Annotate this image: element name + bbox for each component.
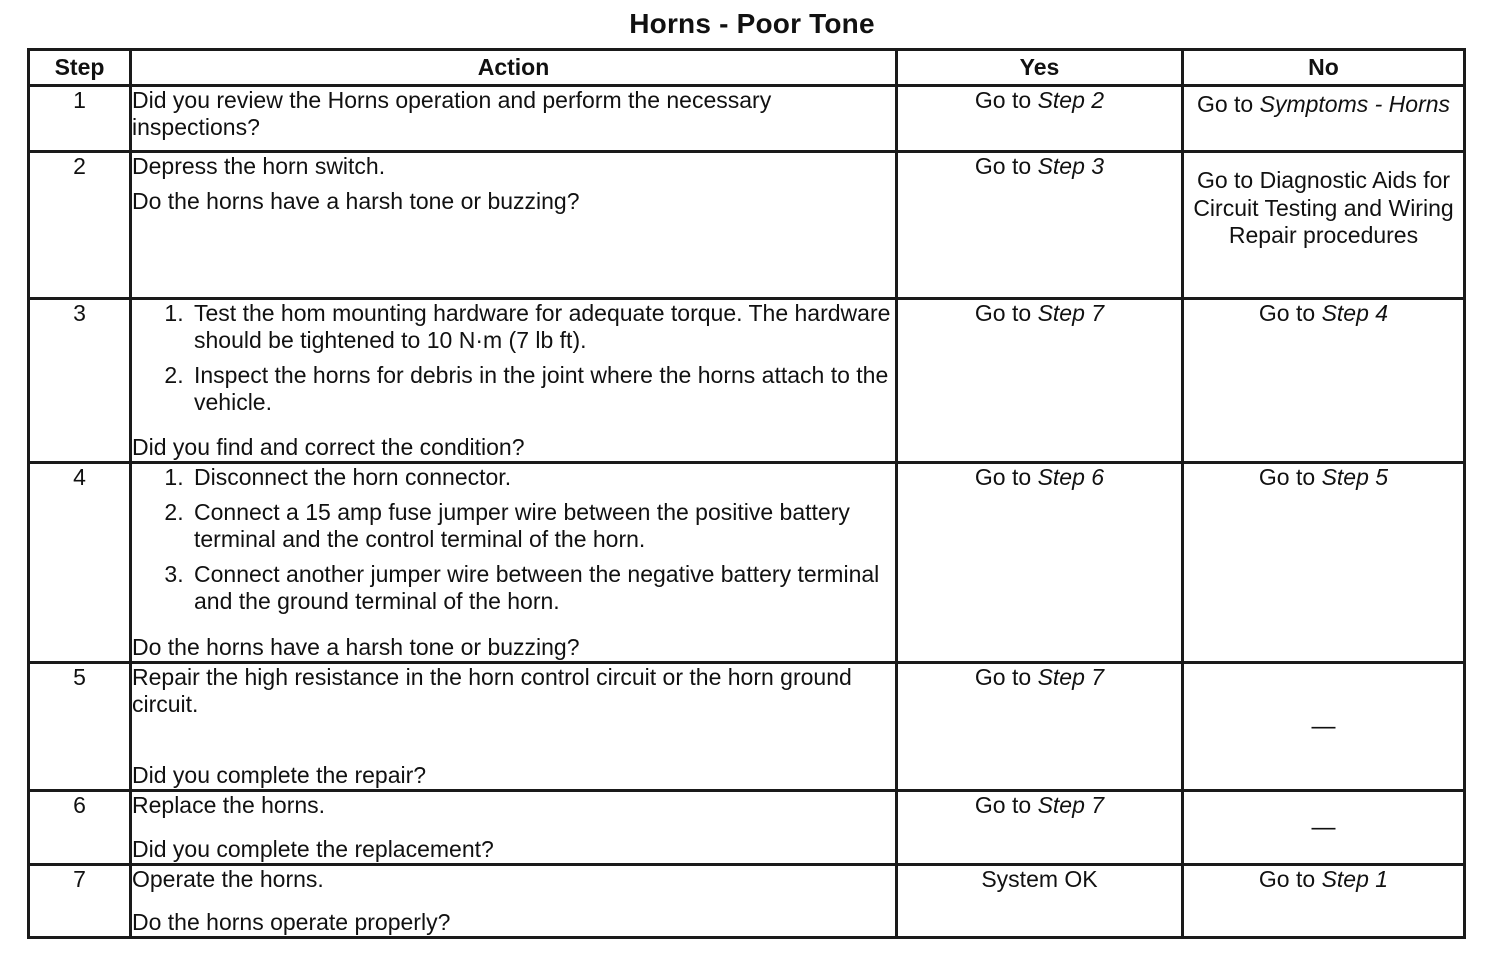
column-header-yes: Yes: [897, 50, 1183, 86]
no-cell: [1183, 463, 1465, 663]
no-step-link[interactable]: Step 4: [1321, 300, 1389, 326]
action-text: Repair the high resistance in the horn control circuit or the horn ground circuit.: [132, 664, 852, 717]
yes-step-link[interactable]: Step 2: [1037, 87, 1105, 113]
action-cell: [131, 86, 897, 152]
action-list-item: 1. Disconnect the horn connector.: [190, 464, 895, 491]
step-number: 4: [29, 463, 131, 663]
action-cell: [131, 463, 897, 663]
table-row-step-5: [29, 663, 1465, 791]
no-step-link[interactable]: Step 1: [1321, 866, 1389, 892]
action-cell: [131, 865, 897, 938]
no-dash: —: [1311, 814, 1336, 841]
no-cell: [1183, 865, 1465, 938]
no-dash: —: [1311, 713, 1336, 740]
no-cell: [1183, 86, 1465, 152]
action-list-item: 1. Test the hom mounting hardware for adequate torque. The hardware should be tightened to 10 N·m (7 lb ft).: [190, 300, 895, 354]
table-row-step-4: [29, 463, 1465, 663]
yes-cell: [897, 86, 1183, 152]
step-number: 3: [29, 299, 131, 463]
yes-text: System OK: [981, 866, 1098, 892]
action-cell: [131, 299, 897, 463]
no-step-link[interactable]: Step 5: [1321, 464, 1389, 490]
action-list-item: 2. Inspect the horns for debris in the joint where the horns attach to the vehicle.: [190, 362, 895, 416]
step-number: 7: [29, 865, 131, 938]
yes-cell: [897, 791, 1183, 865]
yes-step-link[interactable]: Step 3: [1037, 153, 1105, 179]
step-number: 5: [29, 663, 131, 791]
action-cell: [131, 663, 897, 791]
action-question: Do the horns have a harsh tone or buzzing?: [132, 188, 580, 214]
action-list: [132, 464, 895, 615]
yes-step-link[interactable]: Step 7: [1037, 300, 1105, 326]
yes-prefix: Go to: [974, 87, 1038, 113]
yes-cell: [897, 152, 1183, 299]
yes-prefix: Go to: [974, 464, 1038, 490]
action-cell: [131, 152, 897, 299]
action-text: Operate the horns.: [132, 866, 324, 892]
yes-cell: [897, 463, 1183, 663]
action-text: Depress the horn switch.: [132, 153, 386, 179]
no-cell: [1183, 152, 1465, 299]
no-cell: [1183, 299, 1465, 463]
action-question: Did you complete the replacement?: [132, 836, 494, 862]
action-question: Do the horns operate properly?: [132, 909, 451, 935]
column-header-step: Step: [29, 50, 131, 86]
no-prefix: Go to: [1196, 91, 1260, 117]
yes-prefix: Go to: [974, 664, 1038, 690]
yes-prefix: Go to: [974, 792, 1038, 818]
step-number: 1: [29, 86, 131, 152]
table-row-step-1: [29, 86, 1465, 152]
yes-prefix: Go to: [974, 153, 1038, 179]
column-header-no: No: [1183, 50, 1465, 86]
action-list-item: 2. Connect a 15 amp fuse jumper wire between the positive battery terminal and the control terminal of the horn.: [190, 499, 895, 553]
action-text: Did you review the Horns operation and perform the necessary inspections?: [132, 87, 772, 140]
step-number: 6: [29, 791, 131, 865]
table-row-step-2: [29, 152, 1465, 299]
action-question: Did you complete the repair?: [132, 762, 427, 788]
table-row-step-6: [29, 791, 1465, 865]
no-text: Go to Diagnostic Aids for Circuit Testing and Wiring Repair procedures: [1193, 167, 1454, 248]
yes-step-link[interactable]: Step 7: [1037, 664, 1105, 690]
no-prefix: Go to: [1258, 464, 1322, 490]
yes-step-link[interactable]: Step 7: [1037, 792, 1105, 818]
no-prefix: Go to: [1258, 300, 1322, 326]
yes-cell: [897, 865, 1183, 938]
document-title: Horns - Poor Tone: [629, 8, 875, 39]
no-symptoms-link[interactable]: Symptoms - Horns: [1259, 91, 1451, 117]
column-header-action: Action: [131, 50, 897, 86]
table-row-step-3: [29, 299, 1465, 463]
yes-cell: [897, 299, 1183, 463]
header-row: [29, 50, 1465, 86]
step-number: 2: [29, 152, 131, 299]
yes-cell: [897, 663, 1183, 791]
action-question: Do the horns have a harsh tone or buzzing?: [132, 634, 580, 660]
action-list-item: 3. Connect another jumper wire between the negative battery terminal and the ground terminal of the horn.: [190, 561, 895, 615]
yes-step-link[interactable]: Step 6: [1037, 464, 1105, 490]
action-list: [132, 300, 895, 416]
action-cell: [131, 791, 897, 865]
no-cell: [1183, 791, 1465, 865]
action-text: Replace the horns.: [132, 792, 326, 818]
yes-prefix: Go to: [974, 300, 1038, 326]
action-question: Did you find and correct the condition?: [132, 434, 525, 460]
diagnostic-table: [27, 48, 1466, 939]
table-row-step-7: [29, 865, 1465, 938]
no-cell: [1183, 663, 1465, 791]
no-prefix: Go to: [1258, 866, 1322, 892]
